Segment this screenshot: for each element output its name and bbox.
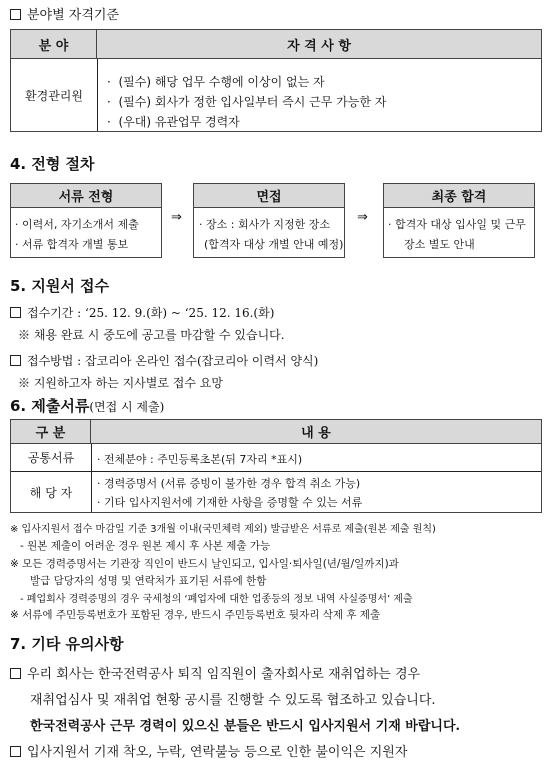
process-step-final-pass	[383, 183, 535, 258]
table-divider	[97, 59, 98, 131]
arrow-right-icon: ⇒	[357, 210, 368, 225]
notes-emphasis: 한국전력공사 근무 경력이 있으신 분들은 반드시 입사지원서 기재 바랍니다.	[30, 719, 461, 734]
table-divider	[91, 444, 92, 512]
qualification-item: · (필수) 회사가 정한 입사일부터 즉시 근무 가능한 자	[107, 95, 387, 109]
qualifications-heading: 분야별 자격기준	[10, 4, 119, 23]
documents-note: 발급 담당자의 성명 및 연락처가 표기된 서류에 한함	[30, 575, 267, 587]
qualification-item: · (필수) 해당 업무 수행에 이상이 없는 자	[107, 75, 325, 89]
step-title: 최종 합격	[384, 184, 534, 208]
document-item: · 경력증명서 (서류 증빙이 불가한 경우 합격 취소 가능)	[97, 477, 361, 490]
documents-note: ※ 서류에 주민등록번호가 포함된 경우, 반드시 주민등록번호 뒷자리 삭제 후 제출	[10, 609, 381, 621]
documents-col-category-header: 구 분	[11, 420, 91, 444]
qualifications-table	[10, 29, 542, 132]
selection-process-heading: 4. 전형 절차	[10, 155, 95, 173]
documents-note: ※ 모든 경력증명서는 기관장 직인이 반드시 날인되고, 입사일·퇴사일(년/월/일까지)과	[10, 558, 399, 570]
checkbox-square-icon	[10, 9, 21, 20]
qualifications-col-requirements-header: 자 격 사 항	[97, 30, 541, 59]
document-item: · 기타 입사지원서에 기재한 사항을 증명할 수 있는 서류	[97, 496, 363, 509]
notes-paragraph: 입사지원서 기재 착오, 누락, 연락불능 등으로 인한 불이익은 지원자	[10, 741, 407, 760]
step-line: · 장소 : 회사가 지정한 장소	[199, 218, 330, 231]
notes-heading: 7. 기타 유의사항	[10, 635, 124, 653]
row-label-common: 공통서류	[27, 451, 75, 465]
documents-heading: 6. 제출서류(면접 시 제출)	[10, 397, 165, 415]
application-method-note: ※ 지원하고자 하는 지사별로 접수 요망	[18, 376, 223, 390]
qualifications-col-field-header: 분 야	[11, 30, 97, 59]
checkbox-square-icon	[10, 668, 21, 679]
application-method: 접수방법 : 잡코리아 온라인 접수(잡코리아 이력서 양식)	[10, 352, 318, 369]
documents-col-content-header: 내 용	[91, 420, 541, 444]
application-period-note: ※ 채용 완료 시 중도에 공고를 마감할 수 있습니다.	[18, 328, 285, 342]
field-name-cell: 환경관리원	[25, 88, 83, 103]
step-line: 장소 별도 안내	[404, 238, 475, 251]
notes-paragraph-cont: 재취업심사 및 재취업 현황 공시를 진행할 수 있도록 협조하고 있습니다.	[30, 693, 436, 708]
documents-table	[10, 419, 542, 513]
application-period: 접수기간 : ‘25. 12. 9.(화) ~ ‘25. 12. 16.(화)	[10, 304, 274, 321]
process-step-document-screening	[10, 183, 162, 258]
step-title: 서류 전형	[11, 184, 161, 208]
step-line: · 합격자 대상 입사일 및 근무	[388, 218, 526, 231]
checkbox-square-icon	[10, 307, 21, 318]
qualification-item: · (우대) 유관업무 경력자	[107, 115, 240, 129]
documents-note: - 원본 제출이 어려운 경우 원본 제시 후 사본 제출 가능	[20, 540, 271, 552]
process-step-interview	[193, 183, 345, 258]
application-heading: 5. 지원서 접수	[10, 277, 110, 295]
step-line: · 이력서, 자기소개서 제출	[15, 218, 139, 231]
document-item: · 전체분야 : 주민등록초본(뒤 7자리 *표시)	[97, 453, 303, 466]
step-title: 면접	[194, 184, 344, 208]
notes-paragraph: 우리 회사는 한국전력공사 퇴직 임직원이 출자회사로 재취업하는 경우	[10, 663, 420, 682]
step-line: (합격자 대상 개별 안내 예정)	[204, 238, 344, 251]
row-label-applicable: 해 당 자	[29, 485, 73, 500]
step-line: · 서류 합격자 개별 통보	[15, 238, 129, 251]
arrow-right-icon: ⇒	[171, 210, 182, 225]
documents-note: - 폐업회사 경력증명의 경우 국세청의 ‘폐업자에 대한 업종등의 정보 내역 사실증명서’ 제출	[20, 594, 413, 605]
checkbox-square-icon	[10, 746, 21, 757]
documents-note: ※ 입사지원서 접수 마감일 기준 3개월 이내(국민체력 제외) 발급받은 서류로 제출(원본 제출 원칙)	[10, 524, 436, 535]
checkbox-square-icon	[10, 355, 21, 366]
